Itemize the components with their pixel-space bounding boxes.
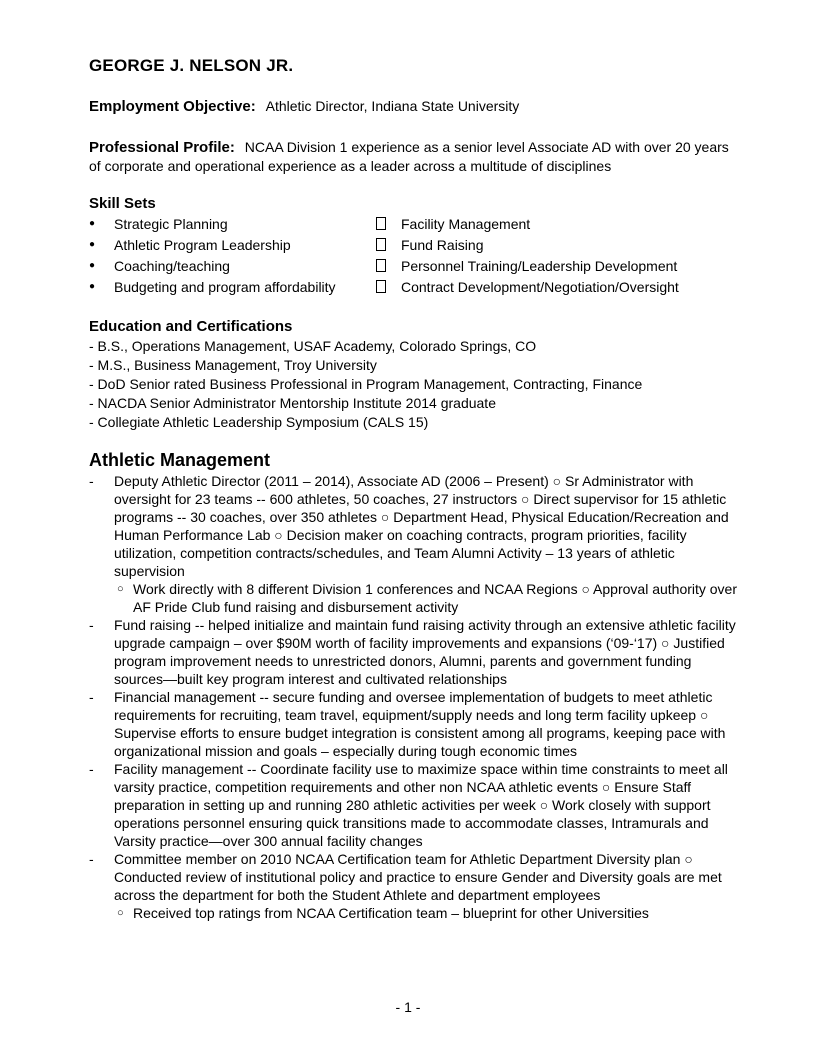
skill-left: Athletic Program Leadership [114,237,291,253]
objective-label: Employment Objective: [89,98,256,115]
skill-right: Fund Raising [401,237,484,253]
dash-marker: - [89,473,94,489]
athletic-subitem [114,904,744,922]
skill-left: Coaching/teaching [114,258,230,274]
athletic-item [89,616,744,688]
skill-right: Contract Development/Negotiation/Oversight [401,279,679,295]
skill-left: Strategic Planning [114,216,228,232]
box-icon [376,280,386,293]
athletic-subitem-text: Received top ratings from NCAA Certification team – blueprint for other Universities [133,905,649,921]
bullet-icon: ● [89,239,96,250]
skills-list [89,216,729,300]
skill-left: Budgeting and program affordability [114,279,336,295]
athletic-item-text: Deputy Athletic Director (2011 – 2014), Associate AD (2006 – Present) ○ Sr Administrator with oversight for 23 teams -- 600 athletes, 50 coaches, 27 instructors ○ Direct supervisor for 15 athletic programs -- 30 coaches, over 350 athletes ○ Department Head, Physical Education/Recreation and Human Performance Lab ○ Decision maker on coaching contracts, program priorities, facility utilization, competition contracts/schedules, and Team Alumni Activity – 13 years of athletic supervision [114,473,729,579]
education-item: - Collegiate Athletic Leadership Symposium (CALS 15) [89,414,429,430]
dash-marker: - [89,617,94,633]
objective-text: Athletic Director, Indiana State University [265,98,520,114]
athletic-item [89,850,744,922]
athletic-subitem-text: Work directly with 8 different Division 1 conferences and NCAA Regions ○ Approval authority over AF Pride Club fund raising and disbursement activity [133,581,738,615]
box-icon [376,238,386,251]
education-list [89,337,729,432]
dash-marker: - [89,851,94,867]
dash-marker: - [89,689,94,705]
dash-marker: - [89,761,94,777]
page-number: - 1 - [395,999,421,1015]
circle-bullet-icon: ○ [117,907,124,919]
skill-right: Facility Management [401,216,531,232]
skill-row [89,279,729,300]
skill-row [89,216,729,237]
skill-right: Personnel Training/Leadership Development [401,258,678,274]
circle-bullet-icon: ○ [117,583,124,595]
education-item: - B.S., Operations Management, USAF Academy, Colorado Springs, CO [89,338,537,354]
athletic-subitem [114,580,744,616]
athletic-item-text: Facility management -- Coordinate facility use to maximize space within time constraints to meet all varsity practice, competition requirements and other non NCAA athletic events ○ Ensure Staff preparation in setting up and running 280 athletic activities per week ○ Work closely with support operations personnel ensuring quick transitions made to accommodate classes, Intramurals and Varsity practice—over 300 annual facility changes [114,761,728,849]
education-item: - M.S., Business Management, Troy University [89,357,377,373]
skill-row [89,258,729,279]
profile-label: Professional Profile: [89,139,235,156]
athletic-item [89,472,744,616]
athletic-list [89,472,744,922]
bullet-icon: ● [89,260,96,271]
education-heading: Education and Certifications [89,318,293,335]
profile-text: NCAA Division 1 experience as a senior level Associate AD with over 20 years of corporate and operational experience as a leader across a multitude of disciplines [89,139,729,174]
athletic-item-text: Financial management -- secure funding and oversee implementation of budgets to meet athletic requirements for recruiting, team travel, equipment/supply needs and long term facility upkeep ○ Supervise efforts to ensure budget integration is consistent among all programs, keeping pace with organizational mission and goals – especially during tough economic times [114,689,726,759]
education-item: - DoD Senior rated Business Professional in Program Management, Contracting, Finance [89,376,643,392]
athletic-item-text: Fund raising -- helped initialize and maintain fund raising activity through an extensive athletic facility upgrade campaign – over $90M worth of facility improvements and expansions (‘09-‘17) ○ Justified program improvement needs to unrestricted donors, Alumni, parents and government funding sources—built key program interest and cultivated relationships [114,617,736,687]
candidate-name: GEORGE J. NELSON JR. [89,56,294,75]
athletic-item [89,688,744,760]
skills-heading: Skill Sets [89,195,156,212]
employment-objective [89,98,519,115]
bullet-icon: ● [89,218,96,229]
athletic-heading: Athletic Management [89,450,271,470]
box-icon [376,259,386,272]
athletic-item-text: Committee member on 2010 NCAA Certification team for Athletic Department Diversity plan ○ Conducted review of institutional policy and practice to ensure Gender and Diversity goals are met across the department for both the Student Athlete and department employees [114,851,722,903]
professional-profile [89,138,729,176]
education-item: - NACDA Senior Administrator Mentorship Institute 2014 graduate [89,395,496,411]
bullet-icon: ● [89,281,96,292]
athletic-item [89,760,744,850]
box-icon [376,217,386,230]
skill-row [89,237,729,258]
